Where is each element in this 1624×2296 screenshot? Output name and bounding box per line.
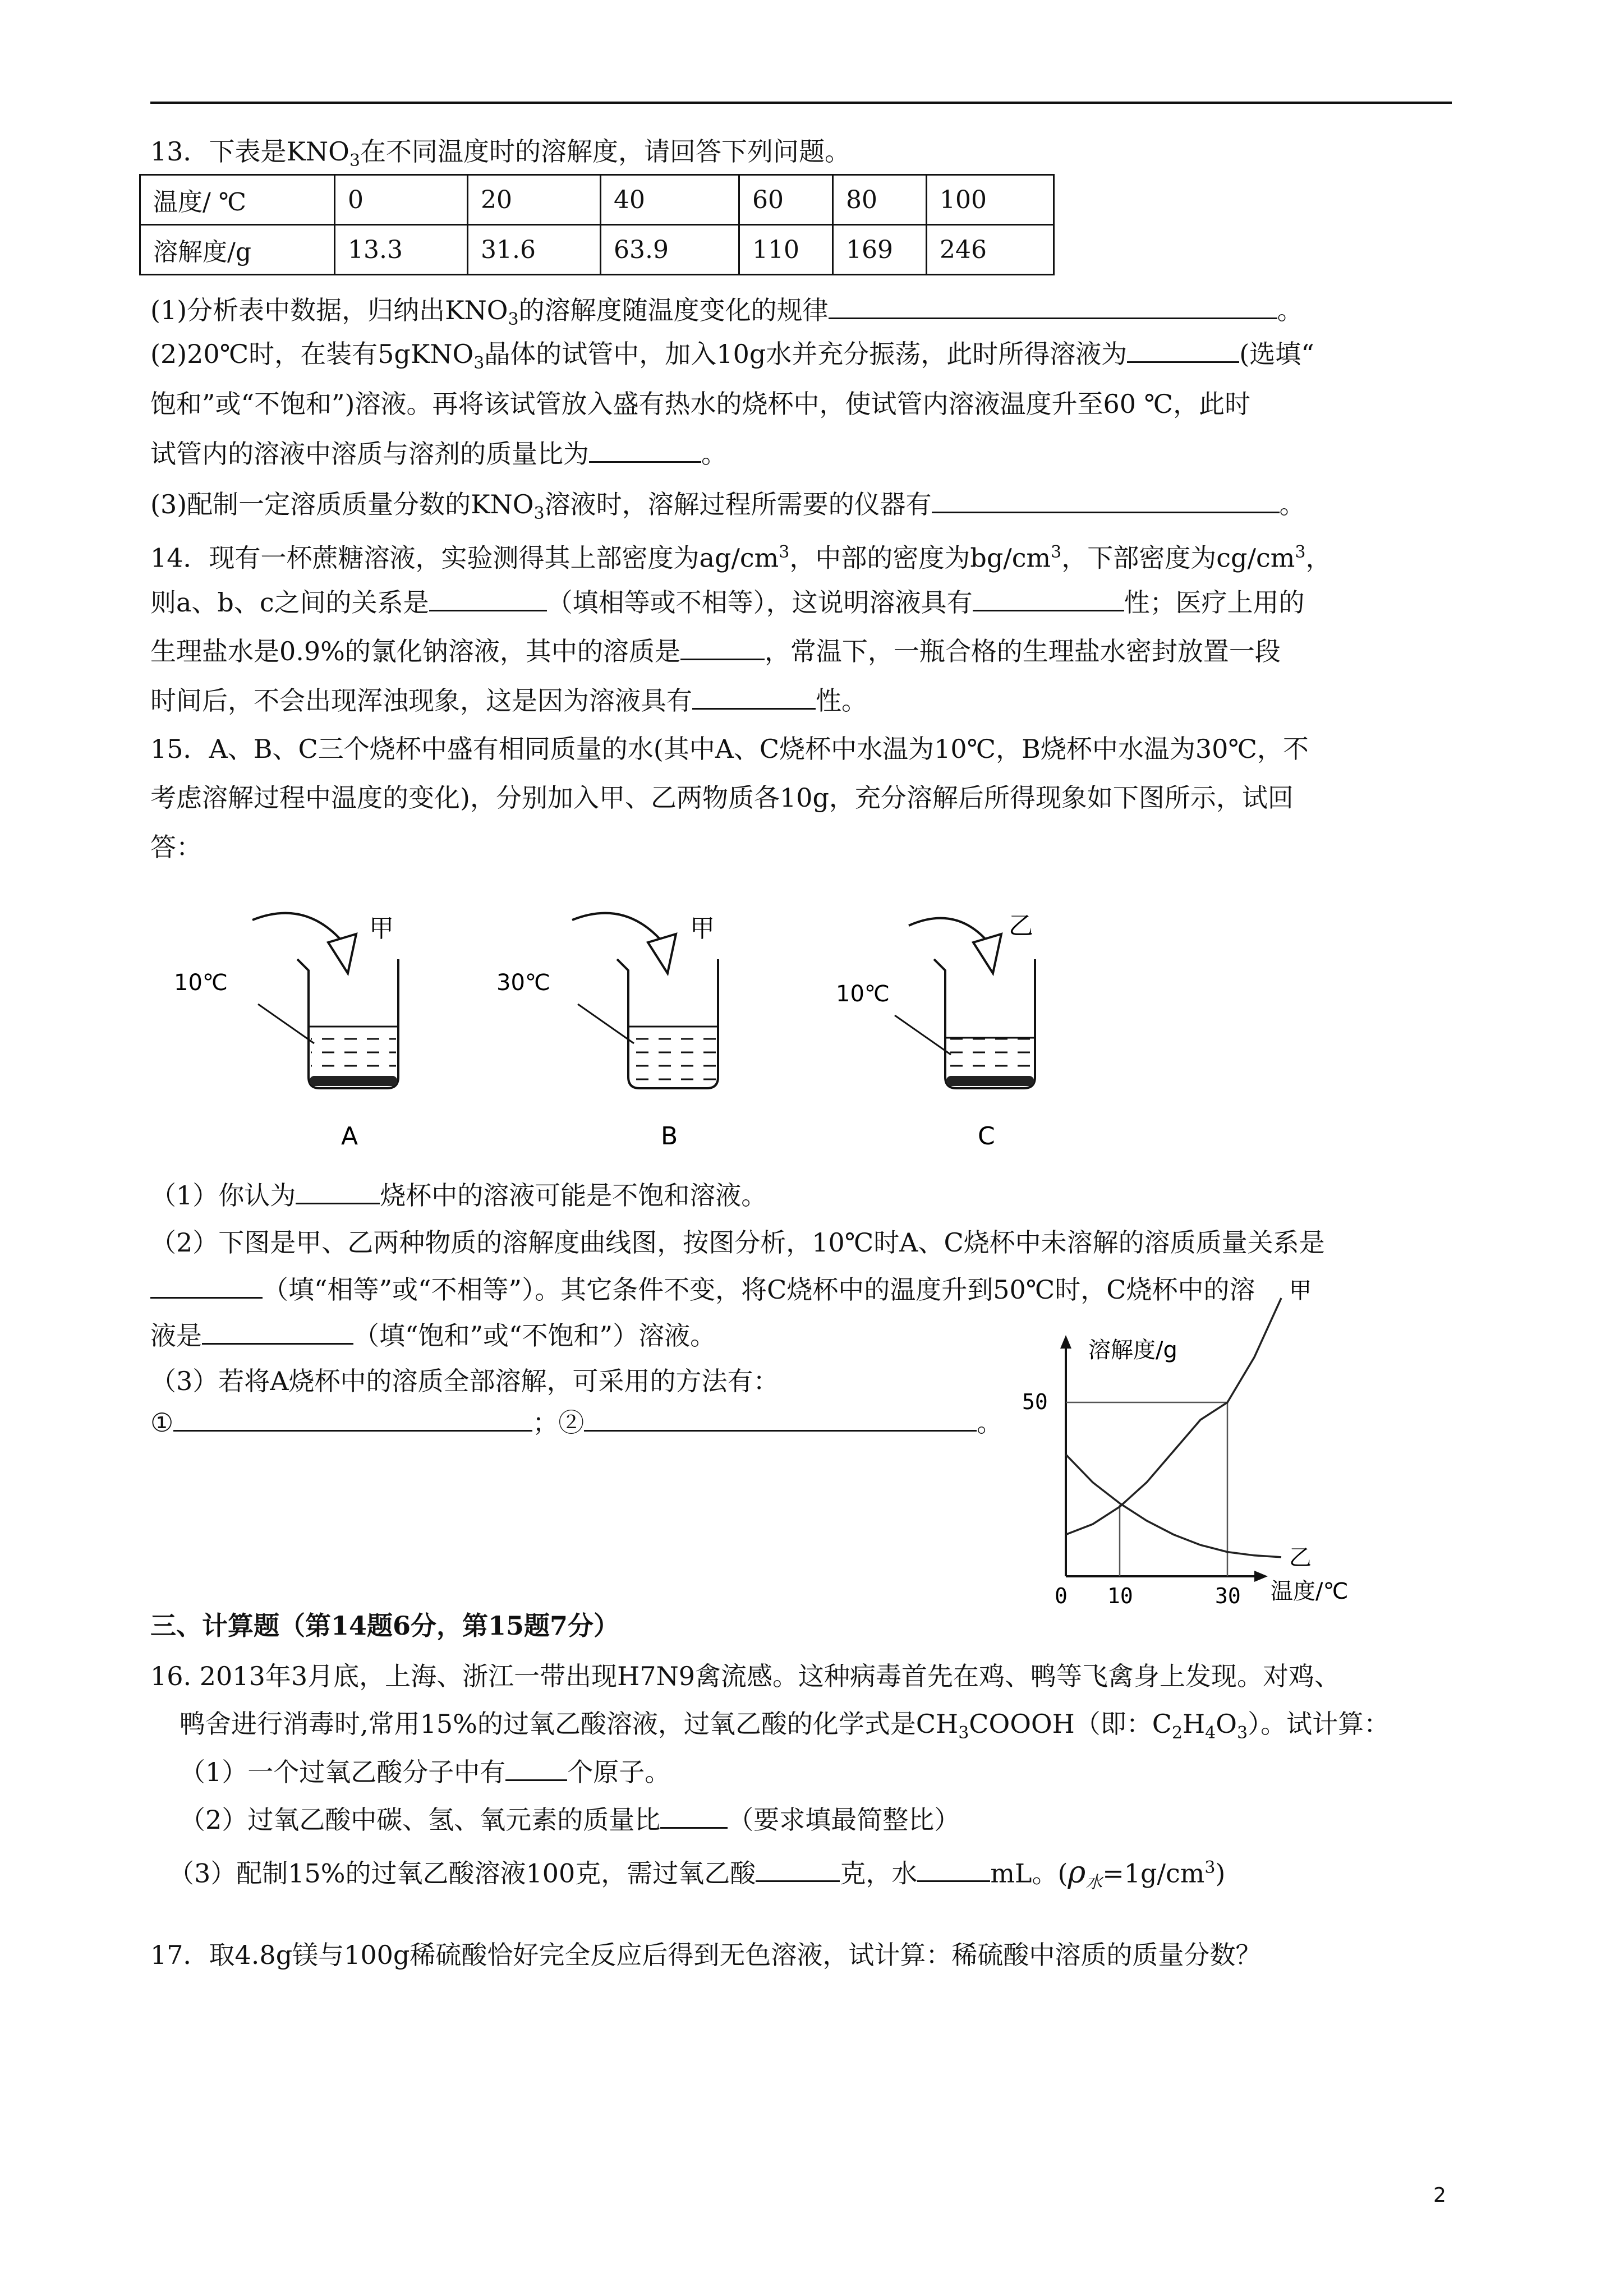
table-cell: 169: [833, 225, 927, 275]
section-3-heading: 三、计算题（第14题6分，第15题7分）: [150, 1611, 620, 1641]
table-cell: 100: [927, 175, 1054, 225]
q15-sub3-line2: ① ；② 。: [150, 1405, 1002, 1439]
table-cell: 63.9: [601, 225, 739, 275]
q14-line1: 14．现有一杯蔗糖溶液，实验测得其上部密度为$ag/cm^3$，中部的密度为$bg/cm^3$，下部密度为$cg/cm^3$，: [150, 542, 1332, 573]
q16-line2: 鸭舍进行消毒时,常用15%的过氧乙酸溶液，过氧乙酸的化学式是$CH_3COOOH$（即：$C_2H_4O_3$）。试计算：: [180, 1709, 1390, 1743]
q16-line1: 16. 2013年3月底，上海、浙江一带出现H7N9禽流感。这种病毒首先在鸡、鸭等飞禽身上发现。对鸡、: [150, 1661, 1341, 1691]
temperature-label: 10℃: [836, 981, 890, 1007]
q13-part1: (1)分析表中数据，归纳出$KNO_3$的溶解度随温度变化的规律 。: [150, 293, 1303, 337]
x-axis-label: 温度/℃: [1271, 1579, 1349, 1604]
y-tick-label: 50: [1022, 1389, 1048, 1414]
x-tick-label: 10: [1107, 1584, 1133, 1608]
chart-axes: [1060, 1335, 1268, 1582]
q15-sub3-line1: （3）若将A烧杯中的溶质全部溶解，可采用的方法有：: [150, 1366, 779, 1396]
answer-blank[interactable]: [692, 683, 816, 710]
solubility-table: [139, 174, 1055, 275]
header-rule: [150, 102, 1452, 104]
q15-sub2-line3: 液是 （填“饱和”或“不饱和”）溶液。: [150, 1318, 716, 1352]
q13-part2-line2: 饱和”或“不饱和”)溶液。再将该试管放入盛有热水的烧杯中，使试管内溶液温度升至60 ℃，此时: [150, 389, 1251, 419]
q15-line3: 答：: [150, 832, 202, 862]
q13-part2-line3: 试管内的溶液中溶质与溶剂的质量比为 。: [150, 436, 727, 471]
q15-sub2-line2: （填“相等”或“不相等”）。其它条件不变，将C烧杯中的温度升到50℃时，C烧杯中的溶: [150, 1272, 1255, 1306]
beaker-a: [174, 913, 398, 1151]
answer-blank[interactable]: [829, 293, 1277, 319]
series-label: 乙: [1289, 1544, 1312, 1571]
table-header-cell: 溶解度/g: [140, 225, 335, 275]
substance-label: 甲: [690, 914, 715, 943]
table-cell: 40: [601, 175, 739, 225]
x-tick-label: 30: [1215, 1584, 1241, 1608]
q15-line2: 考虑溶解过程中温度的变化)，分别加入甲、乙两物质各10g，充分溶解后所得现象如下图所示，试回: [150, 783, 1294, 813]
rho-symbol: ρ: [1068, 1854, 1086, 1890]
beaker-b: [496, 913, 718, 1151]
series-line: [1066, 1455, 1281, 1557]
answer-blank[interactable]: [296, 1178, 380, 1204]
answer-blank[interactable]: [932, 487, 1280, 513]
beakers-figure: [163, 898, 1116, 1161]
answer-blank[interactable]: [505, 1755, 567, 1781]
q13-stem: 13．下表是$KNO_3$在不同温度时的溶解度，请回答下列问题。: [150, 136, 850, 171]
answer-blank[interactable]: [589, 436, 701, 463]
answer-blank[interactable]: [584, 1405, 977, 1432]
answer-blank[interactable]: [680, 634, 765, 660]
answer-blank[interactable]: [1127, 337, 1239, 363]
table-cell: 0: [335, 175, 468, 225]
q17: 17．取4.8g镁与100g稀硫酸恰好完全反应后得到无色溶液，试计算：稀硫酸中溶质的质量分数？: [150, 1940, 1262, 1970]
answer-blank[interactable]: [429, 585, 547, 611]
table-cell: 31.6: [468, 225, 601, 275]
q15-line1: 15．A、B、C三个烧杯中盛有相同质量的水(其中A、C烧杯中水温为10℃，B烧杯中水温为30℃，不: [150, 734, 1309, 764]
q16-sub2: （2）过氧乙酸中碳、氢、氧元素的质量比 （要求填最简整比）: [180, 1802, 960, 1837]
substance-label: 甲: [369, 914, 394, 943]
page-number: 2: [1433, 2184, 1446, 2207]
beaker-c: [836, 912, 1035, 1151]
answer-blank[interactable]: [917, 1856, 990, 1882]
table-row: [140, 175, 1054, 225]
q14-line2: 则a、b、c之间的关系是 （填相等或不相等），这说明溶液具有 性；医疗上用的: [150, 585, 1305, 619]
q16-sub1: （1）一个过氧乙酸分子中有 个原子。: [180, 1755, 670, 1789]
series-line: [1066, 1298, 1281, 1535]
beaker-label: C: [978, 1122, 995, 1151]
q16-sub3: （3）配制15%的过氧乙酸溶液100克，需过氧乙酸 克，水 mL。$(\rho_水=1g/cm^3)$: [168, 1854, 1226, 1893]
temperature-label: 30℃: [496, 970, 550, 996]
y-axis-label: 溶解度/g: [1088, 1337, 1177, 1363]
table-cell: 13.3: [335, 225, 468, 275]
table-cell: 110: [739, 225, 833, 275]
solubility-chart: [1004, 1278, 1430, 1616]
q13-part2-line1: (2)20℃时，在装有5gKNO$_3$晶体的试管中，加入10g水并充分振荡，此时所得溶液为 (选填“: [150, 337, 1314, 380]
table-cell: 60: [739, 175, 833, 225]
table-header-cell: 温度/ ℃: [140, 175, 335, 225]
q15-sub1: （1）你认为 烧杯中的溶液可能是不饱和溶液。: [150, 1178, 767, 1212]
beaker-label: B: [661, 1122, 678, 1151]
temperature-label: 10℃: [174, 970, 228, 996]
q14-line3: 生理盐水是0.9%的氯化钠溶液，其中的溶质是 ，常温下，一瓶合格的生理盐水密封放置一段: [150, 634, 1281, 668]
substance-label: 乙: [1009, 912, 1033, 940]
answer-blank[interactable]: [202, 1318, 353, 1345]
q14-line4: 时间后，不会出现浑浊现象，这是因为溶液具有 性。: [150, 683, 867, 717]
answer-blank[interactable]: [173, 1405, 532, 1432]
answer-blank[interactable]: [756, 1856, 840, 1882]
table-cell: 20: [468, 175, 601, 225]
table-row: [140, 225, 1054, 275]
answer-blank[interactable]: [973, 585, 1124, 611]
table-cell: 80: [833, 175, 927, 225]
series-label: 甲: [1289, 1278, 1312, 1304]
x-tick-label: 0: [1055, 1584, 1068, 1608]
q13-part3: (3)配制一定溶质质量分数的$KNO_3$溶液时，溶解过程所需要的仪器有 。: [150, 487, 1305, 531]
q15-sub2-line1: （2）下图是甲、乙两种物质的溶解度曲线图，按图分析，10℃时A、C烧杯中未溶解的溶质质量关系是: [150, 1227, 1325, 1258]
answer-blank[interactable]: [150, 1272, 263, 1299]
beaker-label: A: [341, 1122, 358, 1151]
table-cell: 246: [927, 225, 1054, 275]
answer-blank[interactable]: [660, 1802, 728, 1829]
